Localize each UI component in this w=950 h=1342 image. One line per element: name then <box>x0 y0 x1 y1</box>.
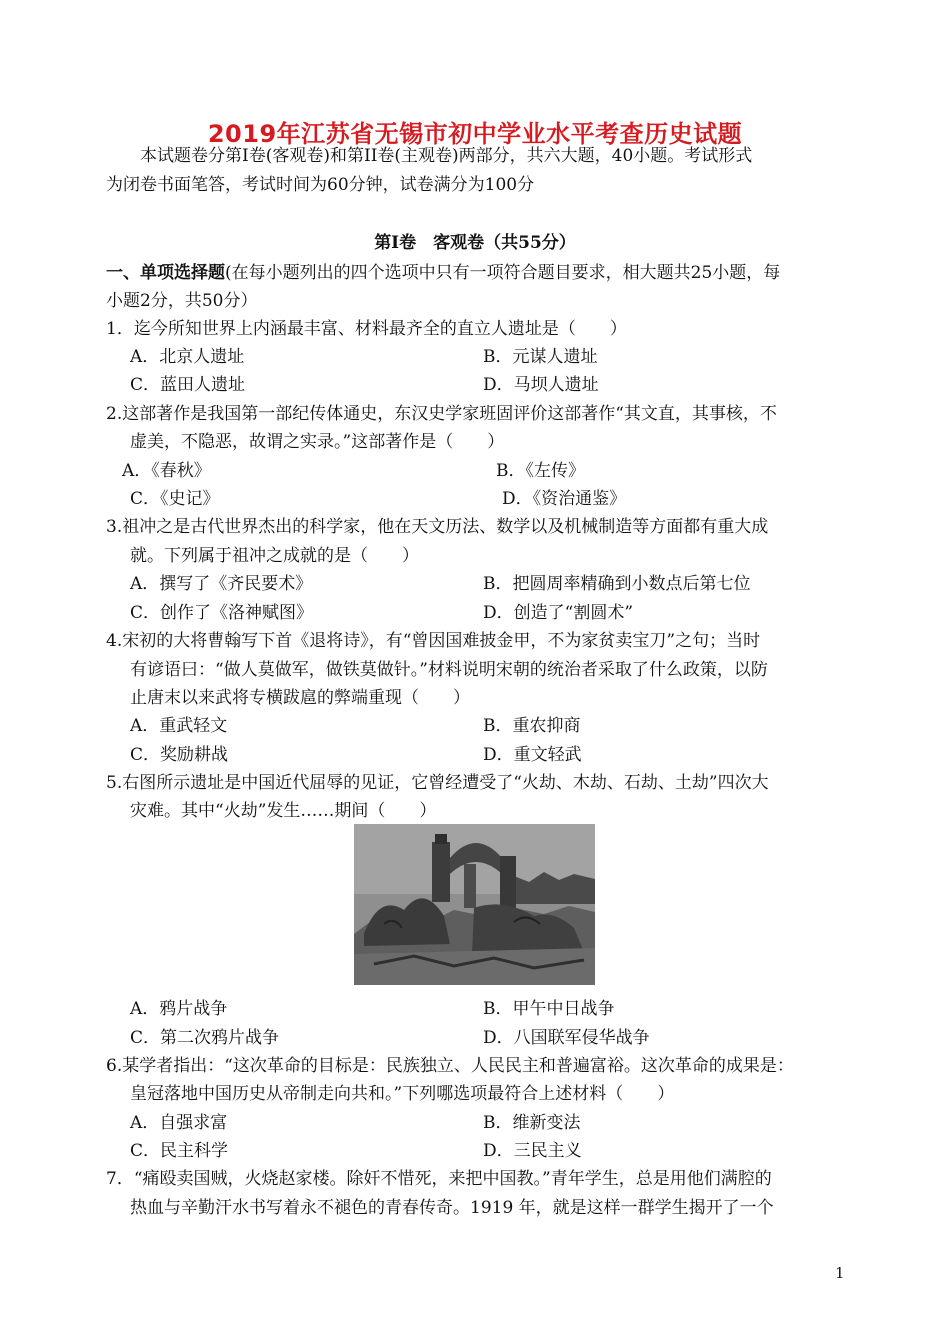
exam-title: 2019年江苏省无锡市初中学业水平考查历史试题 <box>207 120 743 148</box>
q4-option-b: B．重农抑商 <box>483 716 581 736</box>
question-6-stem-2: 皇冠落地中国历史从帝制走向共和。”下列哪选项最符合上述材料（ ） <box>130 1084 675 1104</box>
question-5-stem-1: 5.右图所示遗址是中国近代屈辱的见证，它曾经遭受了“火劫、木劫、石劫、土劫”四次大 <box>106 773 769 793</box>
q3-option-b: B．把圆周率精确到小数点后第七位 <box>483 574 751 594</box>
q4-option-d: D．重文轻武 <box>483 745 582 765</box>
section1-label: 一、单项选择题 <box>106 263 225 283</box>
part1-heading: 第Ⅰ卷 客观卷（共55分） <box>374 233 576 253</box>
q6-option-a: A．自强求富 <box>130 1113 228 1133</box>
q2-option-c: C．《史记》 <box>130 489 220 509</box>
q6-option-b: B．维新变法 <box>483 1113 581 1133</box>
q6-option-d: D．三民主义 <box>483 1141 582 1161</box>
question-3-stem-1: 3.祖冲之是古代世界杰出的科学家，他在天文历法、数学以及机械制造等方面都有重大成 <box>106 517 769 537</box>
question-3-stem-2: 就。下列属于祖冲之成就的是（ ） <box>130 546 419 566</box>
question-4-stem-2: 有谚语曰：“做人莫做军，做铁莫做针。”材料说明宋朝的统治者采取了什么政策，以防 <box>130 660 768 680</box>
intro-line-1: 本试题卷分第Ⅰ卷(客观卷)和第II卷(主观卷)两部分，共六大题，40小题。考试形式 <box>140 146 753 166</box>
q1-option-c: C．蓝田人遗址 <box>130 375 246 395</box>
q1-option-b: B．元谋人遗址 <box>483 347 598 367</box>
q4-option-a: A．重武轻文 <box>130 716 228 736</box>
q6-option-c: C．民主科学 <box>130 1141 229 1161</box>
q5-option-c: C．第二次鸦片战争 <box>130 1028 280 1048</box>
question-7-stem-2: 热血与辛勤汗水书写着永不褪色的青春传奇。1919 年，就是这样一群学生揭开了一个 <box>130 1198 774 1218</box>
question-7-stem-1: 7．“痛殴卖国贼，火烧赵家楼。除奸不惜死，来把中国教。”青年学生，总是用他们满腔的 <box>106 1169 772 1189</box>
q3-option-c: C．创作了《洛神赋图》 <box>130 603 314 623</box>
question-1-stem: 1．迄今所知世界上内涵最丰富、材料最齐全的直立人遗址是（ ） <box>106 319 627 339</box>
section1-desc: (在每小题列出的四个选项中只有一项符合题目要求，相大题共25小题，每 <box>225 263 781 283</box>
q2-option-a: A．《春秋》 <box>122 461 211 481</box>
q4-option-c: C．奖励耕战 <box>130 745 229 765</box>
question-5-stem-2: 灾难。其中“火劫”发生……期间（ ） <box>130 801 437 821</box>
q2-option-d: D．《资治通鉴》 <box>502 489 627 509</box>
question-4-stem-1: 4.宋初的大将曹翰写下首《退将诗》，有“曾因国难披金甲，不为家贫卖宝刀”之句；当时 <box>106 631 761 651</box>
section1-desc-2: 小题2分，共50分） <box>106 291 258 311</box>
q2-option-b: B．《左传》 <box>496 461 585 481</box>
q1-option-a: A．北京人遗址 <box>130 347 245 367</box>
question-4-stem-3: 止唐末以来武将专横跋扈的弊端重现（ ） <box>130 688 470 708</box>
q1-option-d: D．马坝人遗址 <box>483 375 599 395</box>
q5-option-a: A．鸦片战争 <box>130 999 228 1019</box>
question-2-stem-2: 虚美，不隐恶，故谓之实录。”这部著作是（ ） <box>130 432 505 452</box>
q5-option-d: D．八国联军侵华战争 <box>483 1028 650 1048</box>
q3-option-d: D．创造了“割圆术” <box>483 603 634 623</box>
q5-option-b: B．甲午中日战争 <box>483 999 615 1019</box>
question-2-stem-1: 2.这部著作是我国第一部纪传体通史，东汉史学家班固评价这部著作“其文直，其事核，不 <box>106 404 777 424</box>
ruins-photo <box>354 824 595 985</box>
page-number: 1 <box>835 1264 845 1282</box>
q3-option-a: A．撰写了《齐民要术》 <box>130 574 313 594</box>
question-6-stem-1: 6.某学者指出：“这次革命的目标是：民族独立、人民民主和普遍富裕。这次革命的成果是： <box>106 1056 794 1076</box>
section1-header <box>106 262 780 284</box>
intro-line-2: 为闭卷书面笔答，考试时间为60分钟，试卷满分为100分 <box>106 175 535 195</box>
